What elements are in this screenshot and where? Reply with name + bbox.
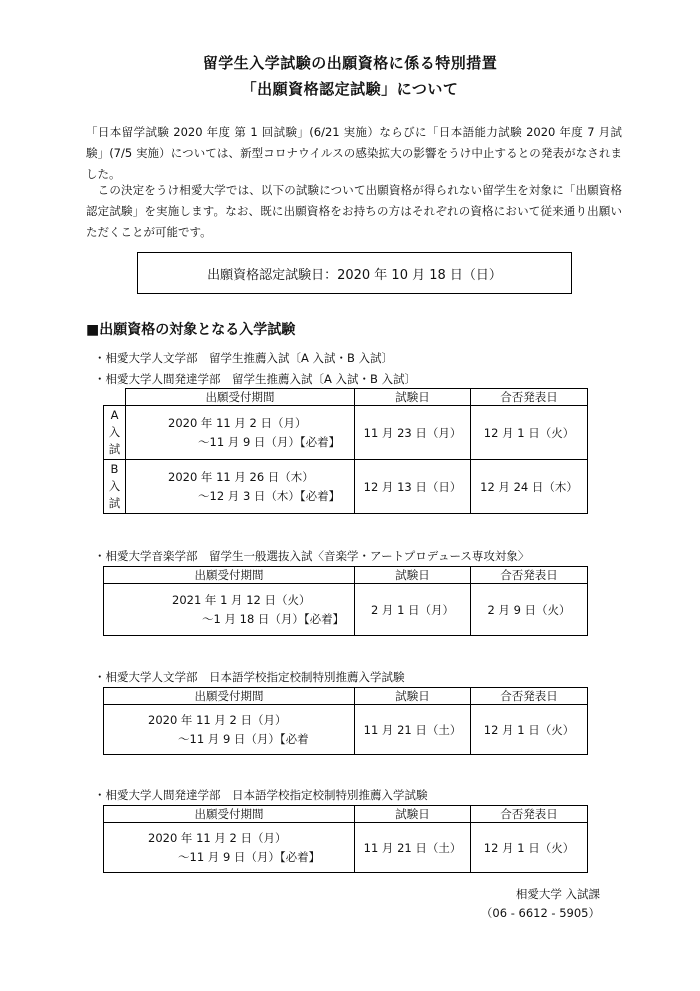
exam-bullet: ・相愛大学人間発達学部 留学生推薦入試〔A 入試・B 入試〕 (94, 372, 417, 386)
period-end: ～12 月 3 日（木）【必着】 (198, 488, 341, 503)
period-end: ～11 月 9 日（月）【必着】 (198, 434, 341, 449)
header-exam-date: 試験日 (355, 389, 471, 406)
result-date: 12 月 1 日（火） (471, 823, 588, 873)
exam-date: 11 月 21 日（土） (355, 823, 471, 873)
intro-paragraph: 「日本留学試験 2020 年度 第 1 回試験」(6/21 実施）ならびに「日本語能力試験 2020 年度 7 月試験」(7/5 実施）については、新型コロナウイルスの感染拡大の影響をうけ中止するとの発表がなされました。 (86, 125, 622, 181)
table-row (104, 406, 588, 460)
result-date: 2 月 9 日（火） (471, 584, 588, 636)
header-result-date: 合否発表日 (471, 688, 588, 705)
exam-date: 2 月 1 日（月） (355, 584, 471, 636)
footer-office: 相愛大学 入試課 (515, 887, 600, 901)
application-period (126, 460, 355, 514)
period-end: ～11 月 9 日（月）【必着】 (178, 849, 321, 864)
period-start: 2021 年 1 月 12 日（火） (172, 592, 311, 607)
table-header-row (104, 567, 588, 584)
exam-date: 11 月 21 日（土） (355, 705, 471, 755)
page-subtitle: 「出願資格認定試験」について (241, 80, 459, 98)
period-end: ～1 月 18 日（月）【必着】 (202, 611, 345, 626)
application-period (104, 823, 355, 873)
schedule-table (103, 566, 588, 636)
schedule-table (103, 388, 588, 514)
exam-date: 12 月 13 日（日） (355, 460, 471, 514)
table-row (104, 823, 588, 873)
exam-bullet: ・相愛大学人間発達学部 日本語学校指定校制特別推薦入学試験 (94, 788, 428, 802)
header-result-date: 合否発表日 (471, 389, 588, 406)
schedule-table (103, 805, 588, 873)
result-date: 12 月 1 日（火） (471, 406, 588, 460)
header-period: 出願受付期間 (126, 389, 355, 406)
header-exam-date: 試験日 (355, 567, 471, 584)
table-row (104, 460, 588, 514)
table-row (104, 584, 588, 636)
page-title: 留学生入学試験の出願資格に係る特別措置 (202, 54, 498, 72)
header-period: 出願受付期間 (104, 806, 355, 823)
exam-date-box (137, 252, 572, 294)
header-result-date: 合否発表日 (471, 567, 588, 584)
exam-bullet: ・相愛大学人文学部 日本語学校指定校制特別推薦入学試験 (94, 670, 405, 684)
period-start: 2020 年 11 月 26 日（木） (168, 469, 314, 484)
result-date: 12 月 24 日（木） (471, 460, 588, 514)
policy-paragraph: この決定をうけ相愛大学では、以下の試験について出願資格が得られない留学生を対象に「出願資格認定試験」を実施します。なお、既に出願資格をお持ちの方はそれぞれの資格において従来通り出願いただくことが可能です。 (86, 183, 622, 239)
period-start: 2020 年 11 月 2 日（月） (148, 830, 287, 845)
header-exam-date: 試験日 (355, 806, 471, 823)
row-label: A 入 試 (104, 406, 126, 460)
period-start: 2020 年 11 月 2 日（月） (168, 415, 307, 430)
exam-date-text: 出願資格認定試験日：2020 年 10 月 18 日（日） (207, 267, 502, 283)
exam-date: 11 月 23 日（月） (355, 406, 471, 460)
table-header-row (104, 688, 588, 705)
header-period: 出願受付期間 (104, 567, 355, 584)
table-row (104, 705, 588, 755)
header-exam-date: 試験日 (355, 688, 471, 705)
exam-bullet: ・相愛大学人文学部 留学生推薦入試〔A 入試・B 入試〕 (94, 351, 394, 365)
result-date: 12 月 1 日（火） (471, 705, 588, 755)
header-period: 出願受付期間 (104, 688, 355, 705)
table-header-row (104, 806, 588, 823)
exam-bullet: ・相愛大学音楽学部 留学生一般選抜入試〈音楽学・アートプロデュース専攻対象〉 (94, 549, 530, 563)
application-period (126, 406, 355, 460)
period-end: ～11 月 9 日（月）【必着 (178, 731, 309, 746)
table-header-row (104, 389, 588, 406)
header-result-date: 合否発表日 (471, 806, 588, 823)
schedule-table (103, 687, 588, 755)
application-period (104, 584, 355, 636)
row-label: B 入 試 (104, 460, 126, 514)
section-heading: ■出願資格の対象となる入学試験 (86, 322, 296, 338)
application-period (104, 705, 355, 755)
period-start: 2020 年 11 月 2 日（月） (148, 712, 287, 727)
footer-phone: （06 - 6612 - 5905） (480, 906, 600, 920)
